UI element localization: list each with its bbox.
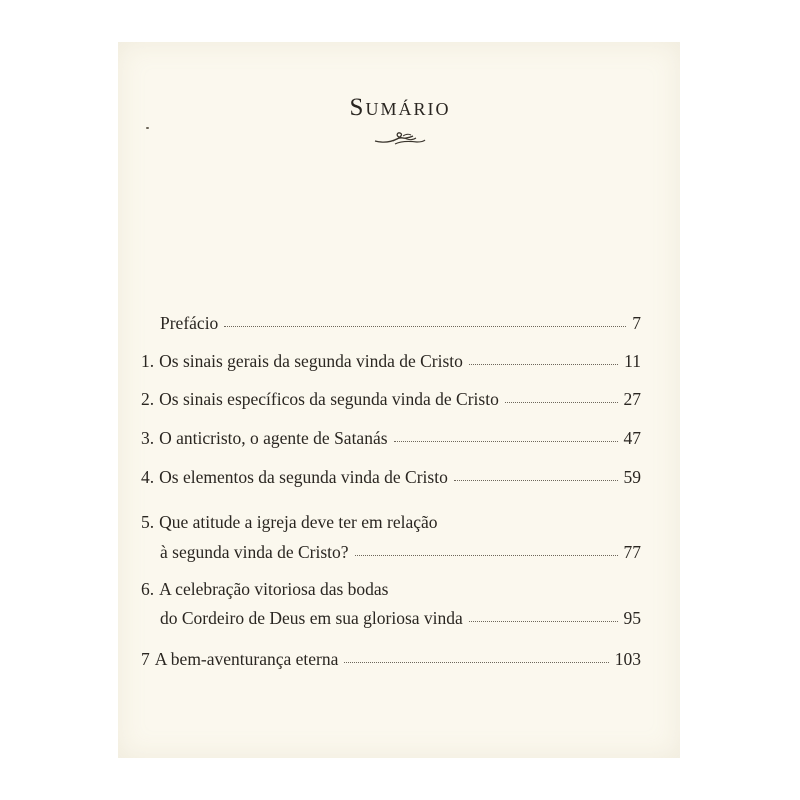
toc-entry-number: 5. xyxy=(141,512,155,532)
toc-entry-number: 6. xyxy=(141,579,155,599)
toc-entry-page-number: 11 xyxy=(624,351,641,371)
dot-leader xyxy=(355,555,618,556)
dot-leader xyxy=(505,402,618,403)
page-title: Sumário xyxy=(349,94,451,121)
dot-leader xyxy=(469,621,618,622)
toc-entry-line xyxy=(160,541,641,563)
toc-entry-line xyxy=(141,511,438,533)
toc-entry-title: do Cordeiro de Deus em sua gloriosa vinda xyxy=(160,608,463,628)
toc-entry-title: Os sinais gerais da segunda vinda de Cristo xyxy=(159,351,463,371)
toc-entry-title: O anticristo, o agente de Satanás xyxy=(159,428,388,448)
toc-entry-number: 4. xyxy=(141,467,155,487)
toc-entry-title: Prefácio xyxy=(160,313,219,333)
dot-leader xyxy=(454,480,618,481)
toc-entry-line xyxy=(141,648,641,670)
dot-leader xyxy=(344,662,608,663)
toc-entry-title: Os sinais específicos da segunda vinda de Cristo xyxy=(159,389,499,409)
toc-entry-line xyxy=(141,388,641,410)
dot-leader xyxy=(224,326,626,327)
toc-entry-number: 1. xyxy=(141,351,155,371)
toc-entry-title: à segunda vinda de Cristo? xyxy=(160,542,349,562)
toc-entry-page-number: 47 xyxy=(623,428,641,448)
toc-entry-number: 2. xyxy=(141,389,155,409)
toc-entry-page-number: 7 xyxy=(632,313,641,333)
toc-entry-page-number: 95 xyxy=(623,608,641,628)
toc-entry-line xyxy=(160,607,641,629)
toc-entry-page-number: 77 xyxy=(623,542,641,562)
dot-leader xyxy=(469,364,618,365)
toc-entry-page-number: 103 xyxy=(614,649,641,669)
toc-entry-line xyxy=(160,312,641,334)
toc-entry-title: A bem-aventurança eterna xyxy=(154,649,339,669)
toc-entry-line xyxy=(141,466,641,488)
toc-entry-title: A celebração vitoriosa das bodas xyxy=(159,579,389,599)
toc-entry-page-number: 59 xyxy=(623,467,641,487)
toc-entry-title: Os elementos da segunda vinda de Cristo xyxy=(159,467,448,487)
toc-entry-title: Que atitude a igreja deve ter em relação xyxy=(159,512,438,532)
toc-entry-line xyxy=(141,350,641,372)
toc-entry-line xyxy=(141,427,641,449)
toc-entry-number: 3. xyxy=(141,428,155,448)
dot-leader xyxy=(394,441,618,442)
toc-entry-number: 7 xyxy=(141,649,150,669)
toc-entry-line xyxy=(141,578,389,600)
toc-entry-page-number: 27 xyxy=(623,389,641,409)
